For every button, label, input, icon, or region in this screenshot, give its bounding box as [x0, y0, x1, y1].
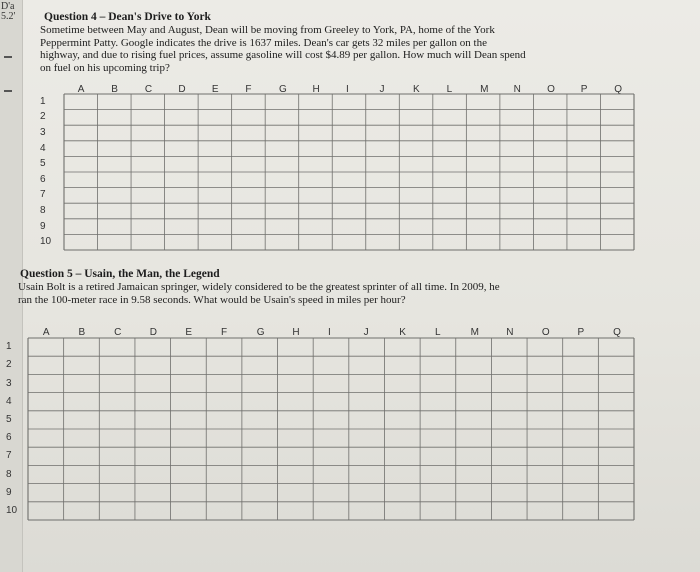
column-letter: D: [178, 84, 186, 95]
column-letter: P: [580, 84, 588, 95]
row-number: 7: [40, 189, 46, 201]
column-letter: H: [312, 84, 320, 95]
question-text-line: Usain Bolt is a retired Jamaican springer, widely considered to be the greatest sprinter of all time. In 2009, he: [18, 281, 500, 293]
question-text-line: ran the 100-meter race in 9.58 seconds. What would be Usain's speed in miles per hour?: [18, 293, 406, 306]
column-letter: K: [399, 327, 406, 338]
row-number: 9: [6, 486, 12, 498]
column-letter: A: [77, 84, 85, 95]
column-letter: N: [513, 84, 521, 95]
column-letter: H: [292, 327, 300, 338]
column-letter: G: [256, 327, 265, 338]
column-letter: O: [547, 84, 555, 95]
row-number: 10: [6, 504, 18, 516]
column-letter: D: [149, 327, 157, 338]
question-text-line: Sometime between May and August, Dean will be moving from Greeley to York, PA, home of the York: [40, 24, 495, 36]
column-letter: F: [245, 84, 252, 95]
column-letter: G: [278, 84, 287, 95]
row-number: 6: [40, 173, 46, 185]
row-number: 6: [6, 432, 12, 444]
column-letter: L: [446, 84, 453, 95]
row-number: 8: [40, 205, 46, 216]
column-letter: I: [328, 327, 331, 338]
row-number: 7: [6, 450, 12, 462]
column-letter: Q: [613, 327, 621, 338]
row-number: 1: [6, 341, 12, 353]
column-letter: E: [185, 327, 193, 338]
row-number: 2: [6, 359, 12, 371]
column-letter: J: [379, 84, 385, 95]
row-number: 5: [6, 413, 12, 425]
column-letter: F: [221, 327, 228, 338]
row-number: 3: [6, 377, 12, 389]
column-letter: B: [78, 327, 86, 338]
row-number: 10: [40, 236, 52, 248]
question-4-title: Question 4 – Dean's Drive to York: [44, 11, 211, 23]
row-number: 9: [40, 220, 46, 232]
row-number: 4: [40, 142, 46, 154]
column-letter: J: [363, 327, 369, 338]
column-letter: N: [506, 327, 514, 338]
column-letter: L: [434, 327, 441, 338]
margin-fragment-text: D'a 5.2': [1, 1, 16, 22]
row-number: 2: [40, 111, 46, 123]
row-number: 8: [6, 468, 12, 480]
question-text-line: highway, and due to rising fuel prices, assume gasoline will cost $4.89 per gallon. How much will Dean spend: [40, 49, 526, 61]
row-number: 4: [6, 395, 12, 407]
question-text-line: on fuel on his upcoming trip?: [40, 61, 170, 74]
column-letter: O: [541, 327, 550, 338]
column-letter: M: [470, 327, 479, 338]
column-letter: M: [480, 84, 489, 95]
column-letter: K: [413, 84, 420, 95]
question-text-line: Peppermint Patty. Google indicates the drive is 1637 miles. Dean's car gets 32 miles per gallon on the: [40, 36, 487, 49]
question-5-title: Question 5 – Usain, the Man, the Legend: [20, 268, 220, 280]
column-letter: C: [144, 84, 153, 95]
row-number: 3: [40, 127, 46, 138]
column-letter: P: [577, 327, 585, 338]
column-letter: Q: [614, 84, 623, 95]
column-letter: C: [114, 327, 122, 338]
row-number: 1: [40, 95, 46, 107]
column-letter: I: [346, 84, 349, 95]
row-number: 5: [40, 158, 46, 170]
column-letter: B: [111, 84, 118, 95]
column-letter: A: [42, 327, 50, 338]
column-letter: E: [211, 84, 219, 95]
